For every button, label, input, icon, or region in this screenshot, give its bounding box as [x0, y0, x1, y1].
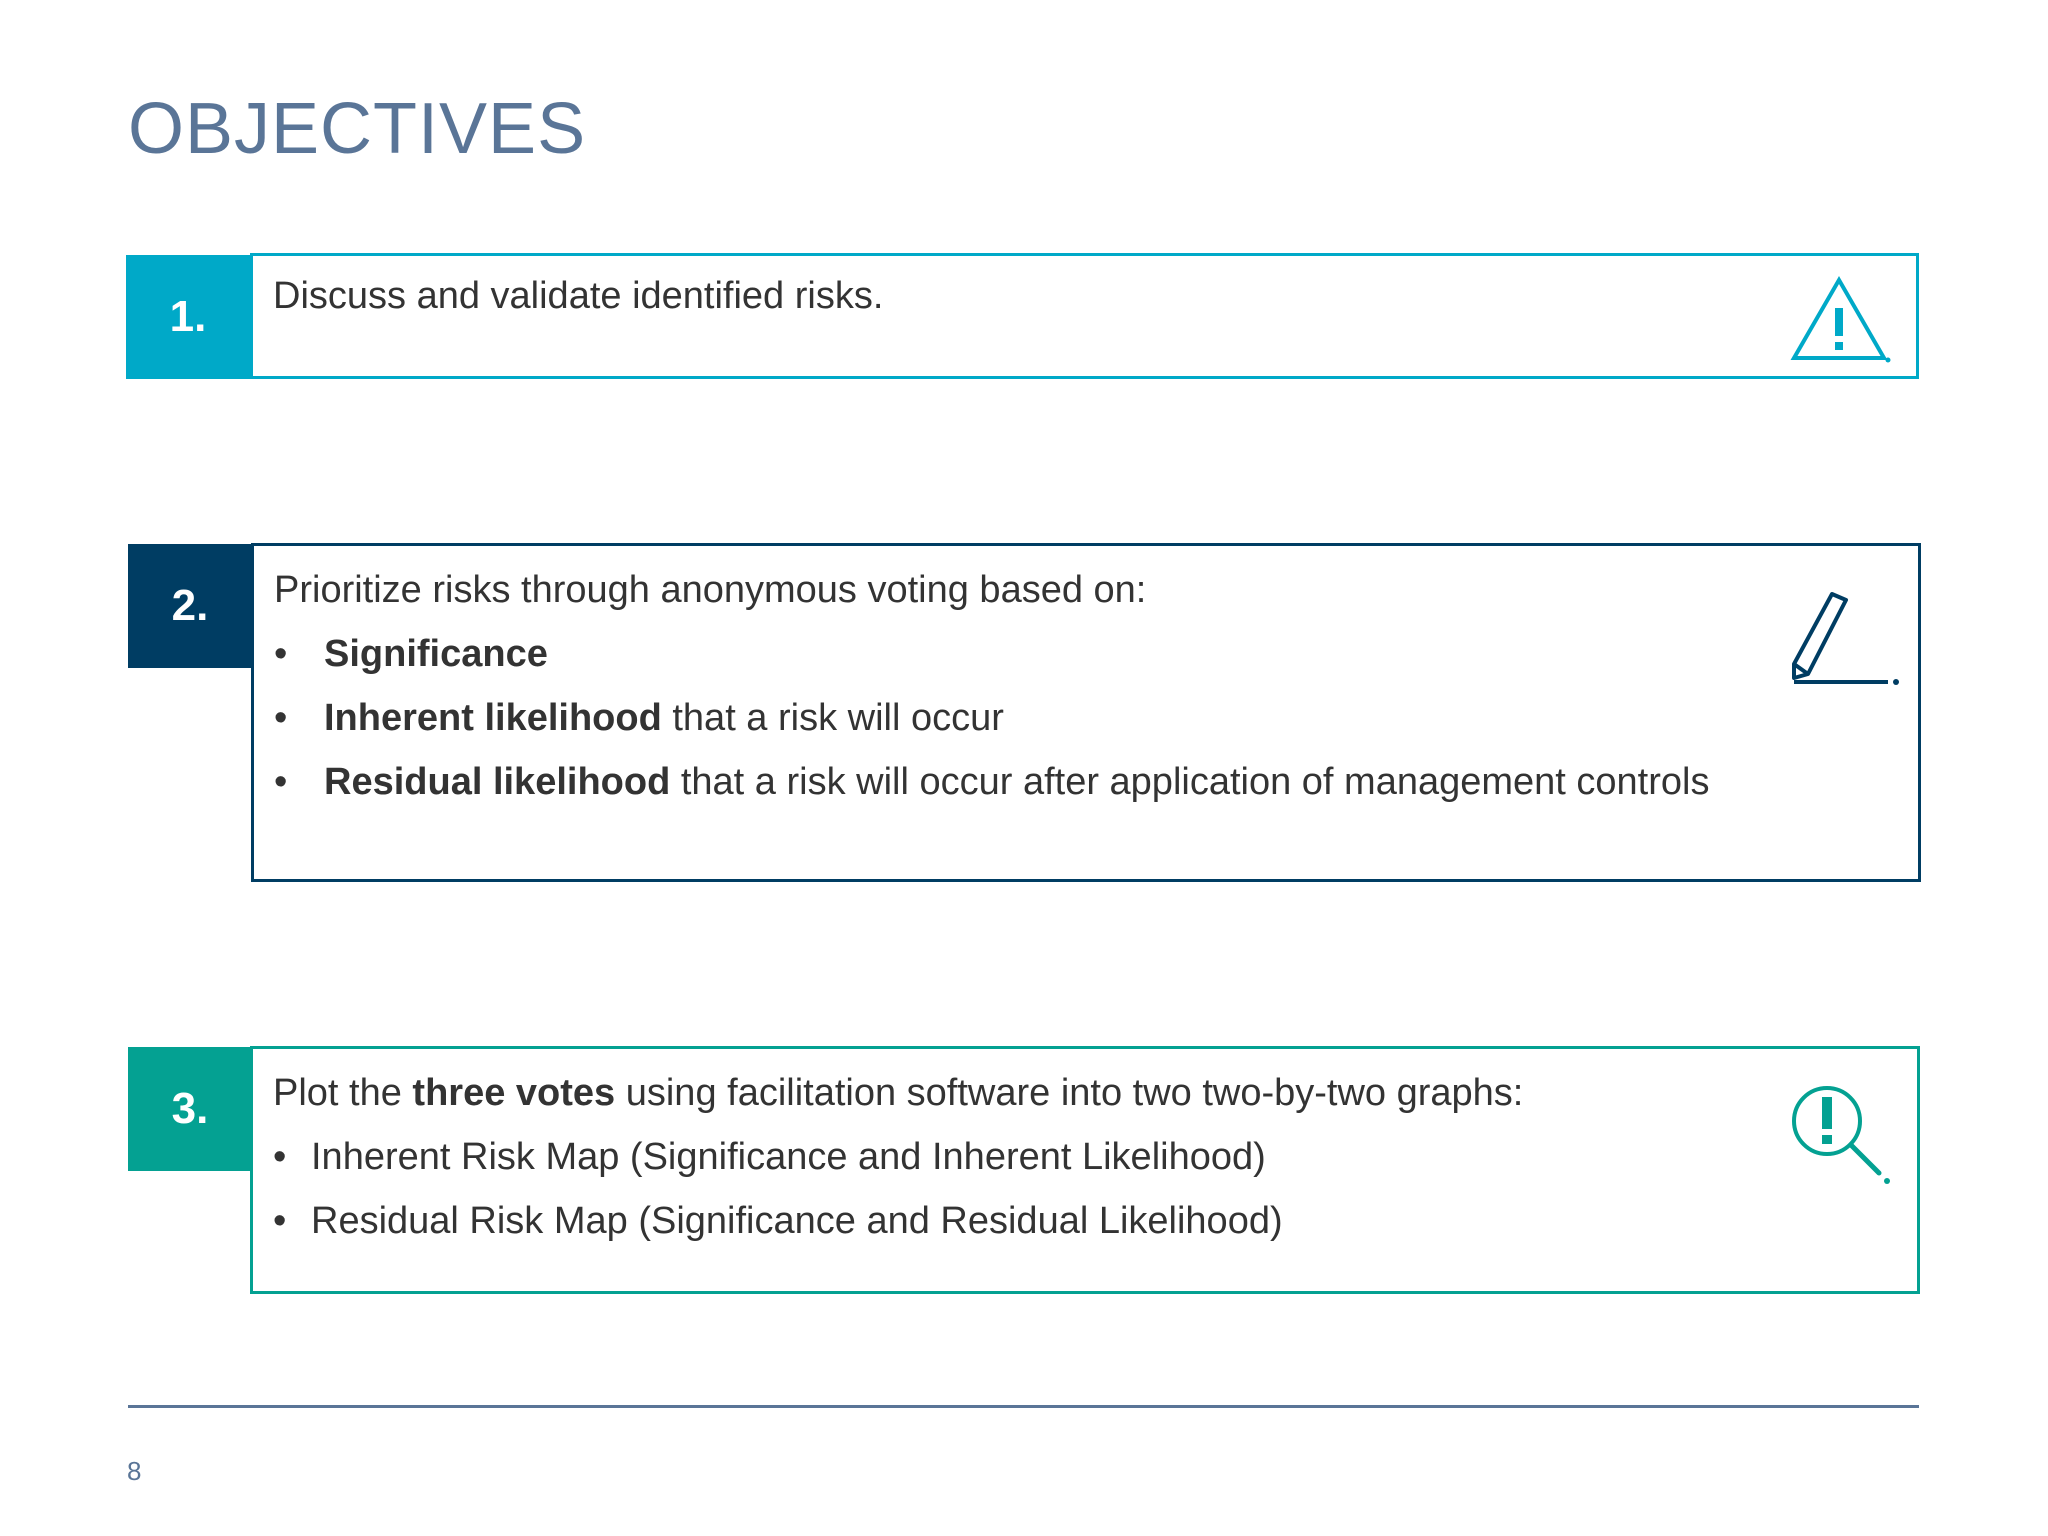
magnifier-alert-icon — [1785, 1079, 1895, 1189]
objective-3-text — [273, 1061, 1747, 1253]
bullet-text: that a risk will occur after application of management controls — [670, 761, 1710, 803]
bullet-dot: • — [274, 697, 288, 739]
bullet-dot: • — [274, 633, 288, 675]
list-item — [274, 686, 1748, 750]
objective-2-text — [274, 558, 1748, 814]
bullet-dot: • — [273, 1200, 287, 1242]
list-item — [274, 622, 1748, 686]
objective-1-box — [250, 253, 1919, 379]
objective-2-intro: Prioritize risks through anonymous voting based on: — [274, 569, 1147, 611]
page-title: OBJECTIVES — [128, 89, 587, 169]
bullet-text: Residual Risk Map (Significance and Residual Likelihood) — [311, 1200, 1283, 1242]
objective-3-intro-before: Plot the — [273, 1072, 413, 1114]
warning-triangle-icon — [1784, 272, 1894, 368]
objective-1-number: 1. — [126, 255, 250, 379]
bullet-dot: • — [274, 761, 288, 803]
bullet-dot: • — [273, 1136, 287, 1178]
objective-3-box — [250, 1046, 1920, 1294]
objective-2-box — [251, 543, 1921, 882]
bullet-bold-text: Inherent likelihood — [324, 697, 662, 739]
bullet-bold-text: Residual likelihood — [324, 761, 671, 803]
list-item — [274, 750, 1748, 814]
objective-1-label: Discuss and validate identified risks. — [273, 275, 884, 317]
bullet-text: Inherent Risk Map (Significance and Inherent Likelihood) — [311, 1136, 1266, 1178]
objective-3-intro — [273, 1061, 1747, 1125]
list-item — [273, 1189, 1747, 1253]
objective-1-text — [273, 268, 1746, 324]
objective-3-intro-bold: three votes — [412, 1072, 616, 1114]
objective-2-bullets — [274, 622, 1748, 814]
footer-divider — [128, 1405, 1919, 1408]
bullet-bold-text: Significance — [324, 633, 548, 675]
page-number: 8 — [127, 1456, 142, 1486]
objective-2-number: 2. — [128, 544, 252, 668]
objective-3-intro-after: using facilitation software into two two-by-two graphs: — [615, 1072, 1524, 1114]
list-item — [273, 1125, 1747, 1189]
objective-3-number: 3. — [128, 1047, 252, 1171]
pencil-sign-icon — [1784, 586, 1904, 706]
objective-3-bullets — [273, 1125, 1747, 1253]
bullet-text: that a risk will occur — [661, 697, 1004, 739]
